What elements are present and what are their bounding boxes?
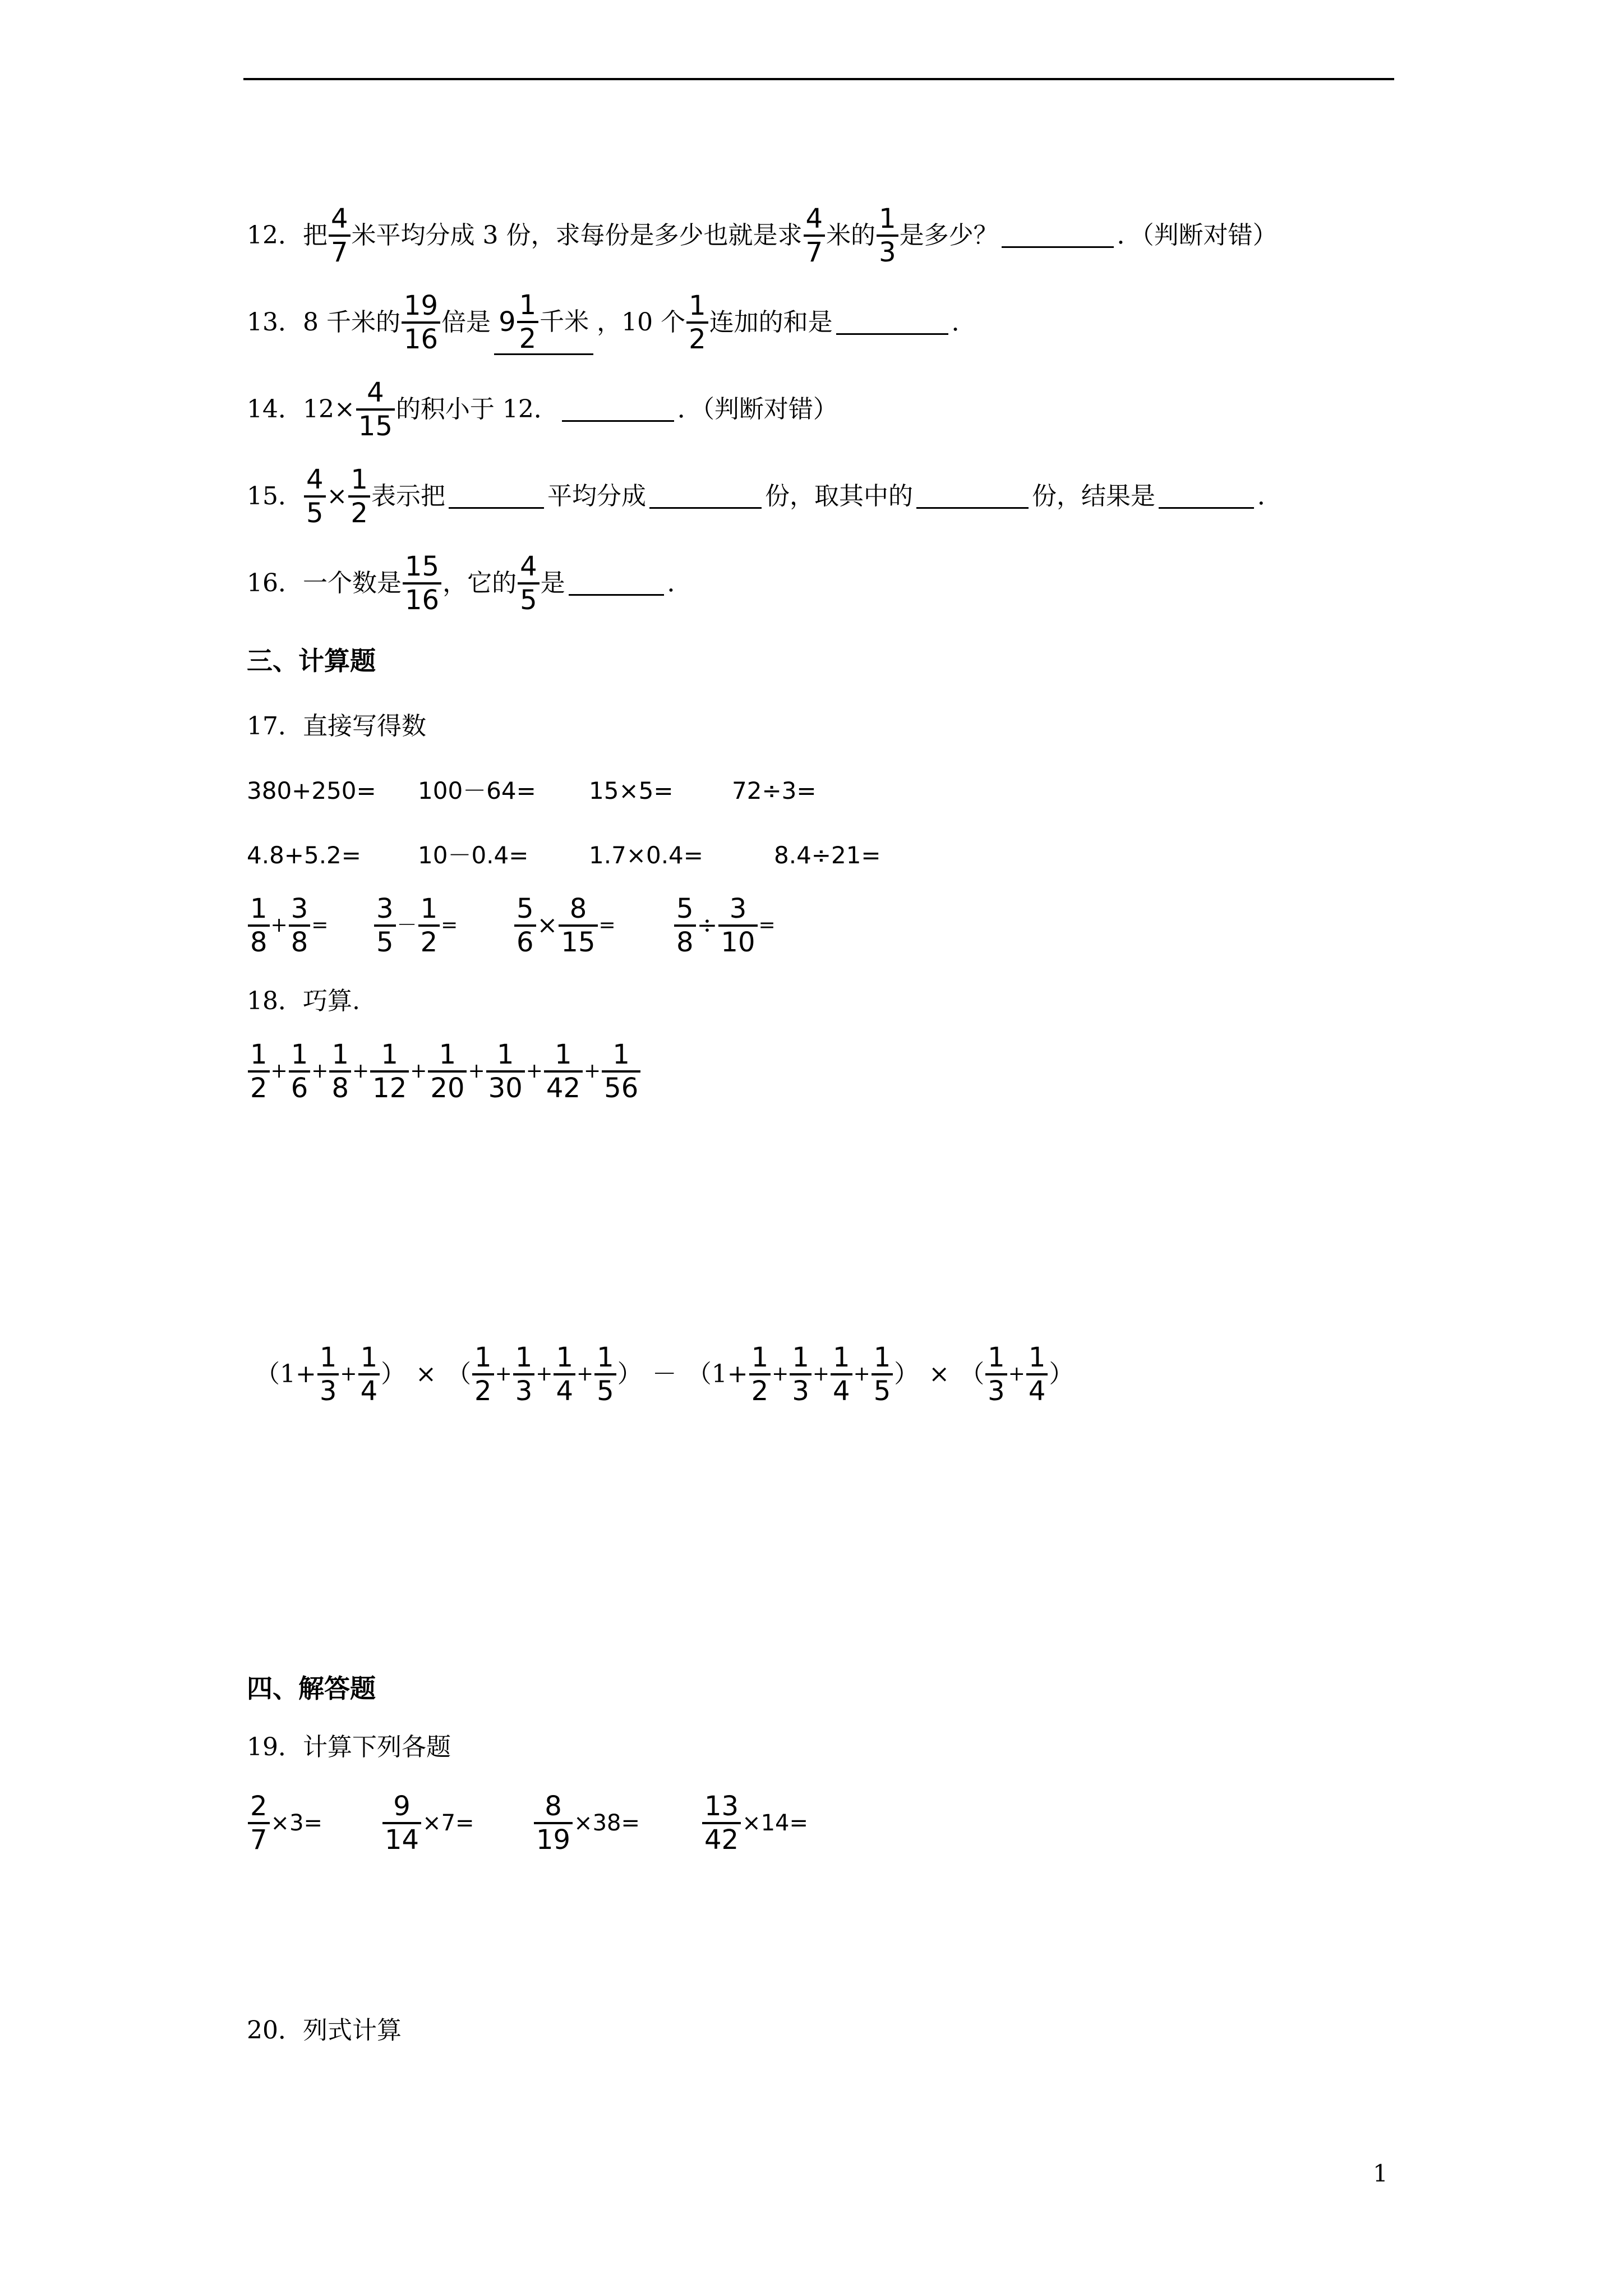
divide-sign: ÷ <box>697 911 718 940</box>
denominator: 15 <box>356 408 395 441</box>
paren-open: （1+ <box>686 1360 748 1388</box>
expression: 15×5= <box>589 777 674 804</box>
expression <box>373 894 513 957</box>
numerator: 1 <box>319 1342 337 1373</box>
numerator: 1 <box>988 1342 1005 1373</box>
plus-sign: + <box>812 1363 830 1386</box>
denominator: 8 <box>289 924 311 957</box>
numerator: 1 <box>612 1039 630 1070</box>
fraction <box>517 291 539 353</box>
fraction <box>804 204 826 267</box>
denominator: 42 <box>544 1070 583 1103</box>
denominator: 5 <box>872 1373 893 1406</box>
text: ． <box>667 569 692 597</box>
text: ．（判断对错） <box>677 395 838 424</box>
fraction <box>289 1040 311 1103</box>
question-number: 14． <box>247 395 303 424</box>
paren-close: ） <box>1049 1360 1074 1388</box>
expression <box>673 894 819 957</box>
denominator: 2 <box>686 321 708 354</box>
numerator: 9 <box>393 1791 411 1822</box>
fraction <box>428 1040 467 1103</box>
plus-sign: + <box>583 1060 601 1083</box>
answer-blank[interactable] <box>1002 224 1114 248</box>
denominator: 56 <box>602 1070 640 1103</box>
fraction <box>289 894 311 957</box>
question-title: 18．巧算. <box>247 987 360 1015</box>
numerator: 5 <box>676 893 694 924</box>
text: 是多少？ <box>899 221 998 250</box>
denominator: 4 <box>554 1373 575 1406</box>
plus-sign: + <box>577 1363 594 1386</box>
numerator: 1 <box>515 1342 533 1373</box>
numerator: 13 <box>704 1791 739 1822</box>
numerator: 8 <box>569 893 587 924</box>
fraction <box>749 1343 771 1406</box>
question-title: 17．直接写得数 <box>247 712 426 740</box>
fraction <box>1026 1343 1048 1406</box>
text: ． <box>951 308 976 337</box>
denominator: 12 <box>370 1070 409 1103</box>
text: 把 <box>303 221 328 250</box>
minus-sign: － <box>652 1360 677 1388</box>
numerator: 1 <box>597 1342 614 1373</box>
fraction <box>304 465 326 528</box>
question-18-title <box>247 968 360 1035</box>
plus-sign: + <box>525 1060 543 1083</box>
expression <box>533 1792 701 1855</box>
question-16 <box>247 544 692 623</box>
plus-sign: + <box>772 1363 789 1386</box>
denominator: 6 <box>289 1070 311 1103</box>
question-20-title <box>247 1997 402 2064</box>
denominator: 4 <box>831 1373 852 1406</box>
denominator: 4 <box>1026 1373 1048 1406</box>
fraction <box>985 1343 1007 1406</box>
plus-sign: + <box>853 1363 870 1386</box>
fraction <box>718 894 757 957</box>
q18-expression-2 <box>255 1335 1073 1414</box>
answer-blank[interactable] <box>649 485 762 509</box>
numerator: 2 <box>250 1791 268 1822</box>
numerator: 1 <box>474 1342 492 1373</box>
denominator: 2 <box>348 495 370 528</box>
plus-sign: + <box>270 914 288 937</box>
text: ，10 个 <box>597 308 686 337</box>
question-19-title <box>247 1714 451 1781</box>
numerator: 1 <box>873 1342 891 1373</box>
numerator: 19 <box>403 290 439 321</box>
fraction <box>518 552 540 615</box>
text: 连加的和是 <box>709 308 833 337</box>
unit: 千米 <box>540 307 589 336</box>
plus-sign: + <box>410 1060 427 1083</box>
denominator: 30 <box>486 1070 525 1103</box>
fraction <box>317 1343 339 1406</box>
denominator: 3 <box>513 1373 535 1406</box>
plus-sign: + <box>468 1060 485 1083</box>
numerator: 4 <box>805 203 823 234</box>
fraction <box>382 1792 421 1855</box>
question-13 <box>247 283 976 362</box>
numerator: 1 <box>420 893 438 924</box>
fraction <box>418 894 440 957</box>
text: 份，结果是 <box>1031 482 1155 510</box>
numerator: 5 <box>517 893 534 924</box>
numerator: 1 <box>751 1342 769 1373</box>
plus-sign: + <box>340 1363 357 1386</box>
fraction <box>486 1040 525 1103</box>
denominator: 8 <box>674 924 696 957</box>
numerator: 1 <box>250 1039 268 1070</box>
expression <box>247 1792 381 1855</box>
plus-sign: + <box>311 1060 329 1083</box>
paren-close: ） <box>381 1360 406 1388</box>
question-15 <box>247 457 1282 536</box>
numerator: 1 <box>689 290 706 321</box>
denominator: 5 <box>594 1373 616 1406</box>
fraction <box>513 1343 535 1406</box>
numerator: 8 <box>545 1791 562 1822</box>
fraction <box>402 291 440 354</box>
question-number: 16． <box>247 569 303 597</box>
equals-sign: = <box>598 914 616 937</box>
fraction <box>329 1040 351 1103</box>
text: 的积小于 12． <box>395 395 559 424</box>
fraction <box>602 1040 640 1103</box>
q19-expressions <box>247 1784 847 1862</box>
text: 8 千米的 <box>303 308 400 337</box>
numerator: 1 <box>291 1039 308 1070</box>
answer-blank[interactable] <box>562 398 674 422</box>
plus-sign: + <box>495 1363 512 1386</box>
times-sign: × <box>537 911 558 940</box>
question-14 <box>247 370 838 449</box>
text: 是 <box>540 569 565 597</box>
denominator: 6 <box>514 924 536 957</box>
fraction <box>472 1343 494 1406</box>
operator-text: ×14= <box>742 1810 809 1836</box>
paren-close: ） <box>617 1360 642 1388</box>
numerator: 4 <box>520 551 537 582</box>
fraction <box>348 465 370 528</box>
paren-close: ） <box>894 1360 919 1388</box>
question-number: 15． <box>247 482 303 510</box>
numerator: 1 <box>381 1039 398 1070</box>
text: 平均分成 <box>547 482 646 510</box>
numerator: 1 <box>351 464 368 495</box>
denominator: 5 <box>518 582 540 615</box>
denominator: 19 <box>534 1822 573 1855</box>
expression: 4.8+5.2= <box>247 841 361 869</box>
denominator: 3 <box>877 234 898 267</box>
fraction <box>358 1343 380 1406</box>
numerator: 1 <box>1028 1342 1046 1373</box>
page-number: 1 <box>1373 2160 1388 2187</box>
plus-sign: + <box>270 1060 288 1083</box>
header-rule <box>243 78 1394 80</box>
numerator: 3 <box>729 893 747 924</box>
plus-sign: + <box>352 1060 370 1083</box>
text: 表示把 <box>371 482 445 510</box>
denominator: 5 <box>374 924 396 957</box>
question-title: 19．计算下列各题 <box>247 1733 451 1761</box>
paren-open: （ <box>960 1360 985 1388</box>
text: ，它的 <box>442 569 517 597</box>
question-12 <box>247 196 1278 275</box>
numerator: 1 <box>556 1342 573 1373</box>
numerator: 1 <box>331 1039 349 1070</box>
q17-row-3 <box>247 886 819 965</box>
fraction <box>514 894 536 957</box>
denominator: 2 <box>472 1373 494 1406</box>
expression: 1.7×0.4= <box>589 841 703 869</box>
q18-expression-1 <box>247 1032 642 1111</box>
expression <box>381 1792 533 1855</box>
operator-text: ×38= <box>574 1810 640 1836</box>
numerator: 1 <box>496 1039 514 1070</box>
numerator: 1 <box>555 1039 572 1070</box>
denominator: 2 <box>517 321 539 353</box>
fraction <box>594 1343 616 1406</box>
expression: 100－64= <box>418 777 536 804</box>
denominator: 8 <box>248 924 270 957</box>
answer-blank[interactable] <box>836 311 948 335</box>
fraction <box>554 1343 575 1406</box>
numerator: 1 <box>360 1342 378 1373</box>
fraction <box>403 552 441 615</box>
text: 一个数是 <box>303 569 402 597</box>
expression <box>701 1792 847 1855</box>
fraction <box>248 1040 270 1103</box>
operator-text: ×7= <box>422 1810 474 1836</box>
denominator: 7 <box>248 1822 270 1855</box>
fraction <box>248 894 270 957</box>
numerator: 4 <box>367 377 384 408</box>
numerator: 1 <box>792 1342 809 1373</box>
text: ． <box>1257 482 1282 510</box>
numerator: 1 <box>519 289 537 321</box>
answer-blank[interactable] <box>1159 485 1254 509</box>
denominator: 4 <box>358 1373 380 1406</box>
fraction <box>329 204 351 267</box>
equals-sign: = <box>441 914 458 937</box>
denominator: 3 <box>985 1373 1007 1406</box>
plus-sign: + <box>536 1363 553 1386</box>
numerator: 4 <box>306 464 324 495</box>
fraction <box>831 1343 852 1406</box>
denominator: 14 <box>382 1822 421 1855</box>
expression: 380+250= <box>247 777 376 804</box>
denominator: 3 <box>317 1373 339 1406</box>
operator-text: ×3= <box>270 1810 323 1836</box>
answer-blank[interactable] <box>569 572 664 596</box>
denominator: 8 <box>329 1070 351 1103</box>
denominator: 2 <box>248 1070 270 1103</box>
equals-sign: = <box>758 914 776 937</box>
denominator: 20 <box>428 1070 467 1103</box>
denominator: 15 <box>559 924 597 957</box>
fraction <box>790 1343 811 1406</box>
fraction <box>544 1040 583 1103</box>
denominator: 5 <box>304 495 326 528</box>
fraction <box>674 894 696 957</box>
paren-open: （1+ <box>255 1360 316 1388</box>
fraction <box>248 1792 270 1855</box>
denominator: 2 <box>749 1373 771 1406</box>
text: 米的 <box>826 221 876 250</box>
text: ．（判断对错） <box>1117 221 1278 250</box>
text: 12× <box>303 395 355 424</box>
fraction <box>702 1792 741 1855</box>
expression <box>247 894 373 957</box>
numerator: 3 <box>291 893 308 924</box>
section-heading-3: 三、计算题 <box>247 646 376 676</box>
section-heading-4: 四、解答题 <box>247 1673 376 1704</box>
denominator: 7 <box>804 234 826 267</box>
denominator: 3 <box>790 1373 811 1406</box>
expression <box>513 894 673 957</box>
fraction <box>370 1040 409 1103</box>
fraction <box>559 894 597 957</box>
question-title: 20．列式计算 <box>247 2016 402 2045</box>
fraction <box>877 204 898 267</box>
times-sign: × <box>326 482 348 510</box>
numerator: 3 <box>376 893 394 924</box>
filled-answer <box>494 291 593 355</box>
numerator: 1 <box>439 1039 457 1070</box>
whole-number: 9 <box>499 306 516 338</box>
text: 米平均分成 3 份，求每份是多少也就是求 <box>351 221 803 250</box>
plus-sign: + <box>1008 1363 1025 1386</box>
q17-row-2 <box>247 816 920 895</box>
text: 倍是 <box>441 308 491 337</box>
minus-sign: － <box>396 914 417 937</box>
question-number: 13． <box>247 308 303 337</box>
fraction <box>686 291 708 354</box>
denominator: 2 <box>418 924 440 957</box>
numerator: 1 <box>250 893 268 924</box>
text: 份，取其中的 <box>764 482 913 510</box>
denominator: 16 <box>403 582 441 615</box>
denominator: 10 <box>718 924 757 957</box>
denominator: 7 <box>329 234 351 267</box>
denominator: 16 <box>402 321 440 354</box>
numerator: 15 <box>405 551 440 582</box>
denominator: 42 <box>702 1822 741 1855</box>
times-sign: × <box>416 1360 437 1388</box>
numerator: 1 <box>833 1342 850 1373</box>
expression: 72÷3= <box>732 777 817 804</box>
numerator: 4 <box>331 203 348 234</box>
fraction <box>356 378 395 441</box>
fraction <box>374 894 396 957</box>
answer-blank[interactable] <box>449 485 544 509</box>
numerator: 1 <box>879 203 896 234</box>
fraction <box>872 1343 893 1406</box>
expression: 10－0.4= <box>418 841 529 869</box>
times-sign: × <box>929 1360 950 1388</box>
answer-blank[interactable] <box>916 485 1029 509</box>
fraction <box>534 1792 573 1855</box>
expression: 8.4÷21= <box>774 841 881 869</box>
question-number: 12． <box>247 221 303 250</box>
paren-open: （ <box>446 1360 472 1388</box>
equals-sign: = <box>311 914 329 937</box>
